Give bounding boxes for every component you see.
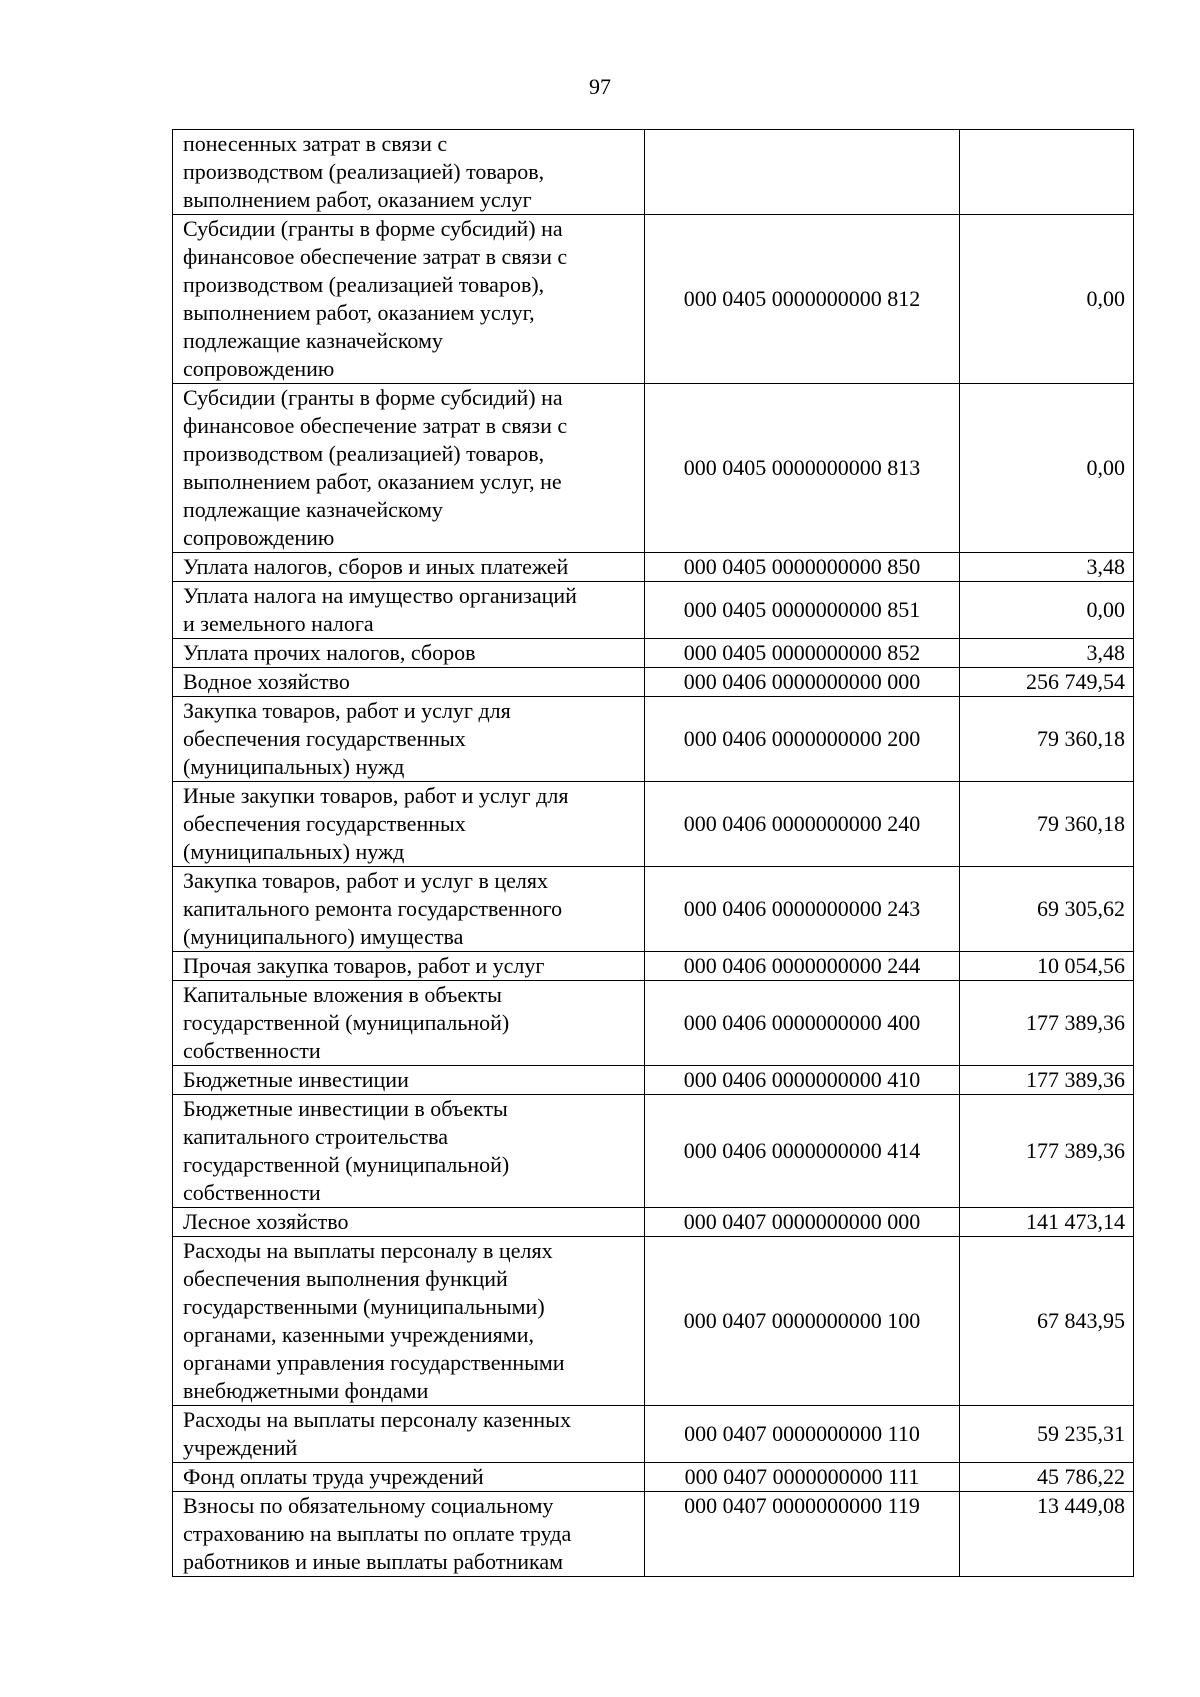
table-row <box>173 130 1134 215</box>
row-code: 000 0406 0000000000 200 <box>645 697 960 782</box>
row-code: 000 0407 0000000000 000 <box>645 1208 960 1237</box>
row-name: Субсидии (гранты в форме субсидий) на финансовое обеспечение затрат в связи с производством (реализацией товаров), выполнением работ, оказанием услуг, подлежащие казначейскому сопровождению <box>173 215 645 384</box>
row-code <box>645 130 960 215</box>
row-name: Взносы по обязательному социальному страхованию на выплаты по оплате труда работников и иные выплаты работникам <box>173 1492 645 1577</box>
row-name: Капитальные вложения в объекты государственной (муниципальной) собственности <box>173 981 645 1066</box>
row-code: 000 0406 0000000000 410 <box>645 1066 960 1095</box>
row-code: 000 0407 0000000000 119 <box>645 1492 960 1577</box>
table-row <box>173 384 1134 553</box>
row-sum: 177 389,36 <box>960 1066 1134 1095</box>
table-row <box>173 1208 1134 1237</box>
row-sum: 59 235,31 <box>960 1406 1134 1463</box>
row-name: Бюджетные инвестиции в объекты капитального строительства государственной (муниципальной) собственности <box>173 1095 645 1208</box>
row-name: Расходы на выплаты персоналу в целях обеспечения выполнения функций государственными (муниципальными) органами, казенными учреждениями, органами управления государственными внебюджетными фондами <box>173 1237 645 1406</box>
row-sum <box>960 130 1134 215</box>
row-sum: 79 360,18 <box>960 782 1134 867</box>
table-row <box>173 553 1134 582</box>
row-code: 000 0405 0000000000 851 <box>645 582 960 639</box>
row-sum: 256 749,54 <box>960 668 1134 697</box>
row-code: 000 0406 0000000000 414 <box>645 1095 960 1208</box>
row-code: 000 0406 0000000000 400 <box>645 981 960 1066</box>
table-row <box>173 582 1134 639</box>
row-name: Уплата налога на имущество организаций и земельного налога <box>173 582 645 639</box>
table-row <box>173 1406 1134 1463</box>
table-row <box>173 697 1134 782</box>
table-row <box>173 981 1134 1066</box>
row-code: 000 0406 0000000000 243 <box>645 867 960 952</box>
row-sum: 67 843,95 <box>960 1237 1134 1406</box>
table-row <box>173 1492 1134 1577</box>
row-sum: 0,00 <box>960 582 1134 639</box>
row-name: Закупка товаров, работ и услуг для обеспечения государственных (муниципальных) нужд <box>173 697 645 782</box>
row-name: Уплата налогов, сборов и иных платежей <box>173 553 645 582</box>
table-row <box>173 1066 1134 1095</box>
row-sum: 0,00 <box>960 215 1134 384</box>
row-name: Фонд оплаты труда учреждений <box>173 1463 645 1492</box>
row-sum: 79 360,18 <box>960 697 1134 782</box>
row-sum: 141 473,14 <box>960 1208 1134 1237</box>
budget-table <box>172 129 1134 1577</box>
table-row <box>173 952 1134 981</box>
table-row <box>173 1237 1134 1406</box>
row-sum: 177 389,36 <box>960 1095 1134 1208</box>
row-name: Уплата прочих налогов, сборов <box>173 639 645 668</box>
row-name: понесенных затрат в связи с производством (реализацией) товаров, выполнением работ, оказанием услуг <box>173 130 645 215</box>
row-sum: 177 389,36 <box>960 981 1134 1066</box>
row-code: 000 0405 0000000000 852 <box>645 639 960 668</box>
page-number: 97 <box>589 74 611 99</box>
row-sum: 3,48 <box>960 639 1134 668</box>
row-name: Бюджетные инвестиции <box>173 1066 645 1095</box>
row-sum: 69 305,62 <box>960 867 1134 952</box>
table-row <box>173 668 1134 697</box>
row-code: 000 0405 0000000000 850 <box>645 553 960 582</box>
table-row <box>173 867 1134 952</box>
row-code: 000 0406 0000000000 240 <box>645 782 960 867</box>
row-sum: 10 054,56 <box>960 952 1134 981</box>
row-code: 000 0407 0000000000 110 <box>645 1406 960 1463</box>
row-name: Прочая закупка товаров, работ и услуг <box>173 952 645 981</box>
table-row <box>173 639 1134 668</box>
table-row <box>173 215 1134 384</box>
row-sum: 13 449,08 <box>960 1492 1134 1577</box>
row-code: 000 0407 0000000000 111 <box>645 1463 960 1492</box>
row-code: 000 0405 0000000000 812 <box>645 215 960 384</box>
table-row <box>173 1095 1134 1208</box>
row-sum: 0,00 <box>960 384 1134 553</box>
row-code: 000 0407 0000000000 100 <box>645 1237 960 1406</box>
row-name: Лесное хозяйство <box>173 1208 645 1237</box>
row-name: Расходы на выплаты персоналу казенных учреждений <box>173 1406 645 1463</box>
row-name: Иные закупки товаров, работ и услуг для обеспечения государственных (муниципальных) нужд <box>173 782 645 867</box>
row-name: Водное хозяйство <box>173 668 645 697</box>
row-code: 000 0405 0000000000 813 <box>645 384 960 553</box>
row-name: Закупка товаров, работ и услуг в целях капитального ремонта государственного (муниципального) имущества <box>173 867 645 952</box>
table-row <box>173 1463 1134 1492</box>
row-code: 000 0406 0000000000 244 <box>645 952 960 981</box>
row-name: Субсидии (гранты в форме субсидий) на финансовое обеспечение затрат в связи с производством (реализацией) товаров, выполнением работ, оказанием услуг, не подлежащие казначейскому сопровождению <box>173 384 645 553</box>
row-code: 000 0406 0000000000 000 <box>645 668 960 697</box>
row-sum: 45 786,22 <box>960 1463 1134 1492</box>
row-sum: 3,48 <box>960 553 1134 582</box>
table-row <box>173 782 1134 867</box>
